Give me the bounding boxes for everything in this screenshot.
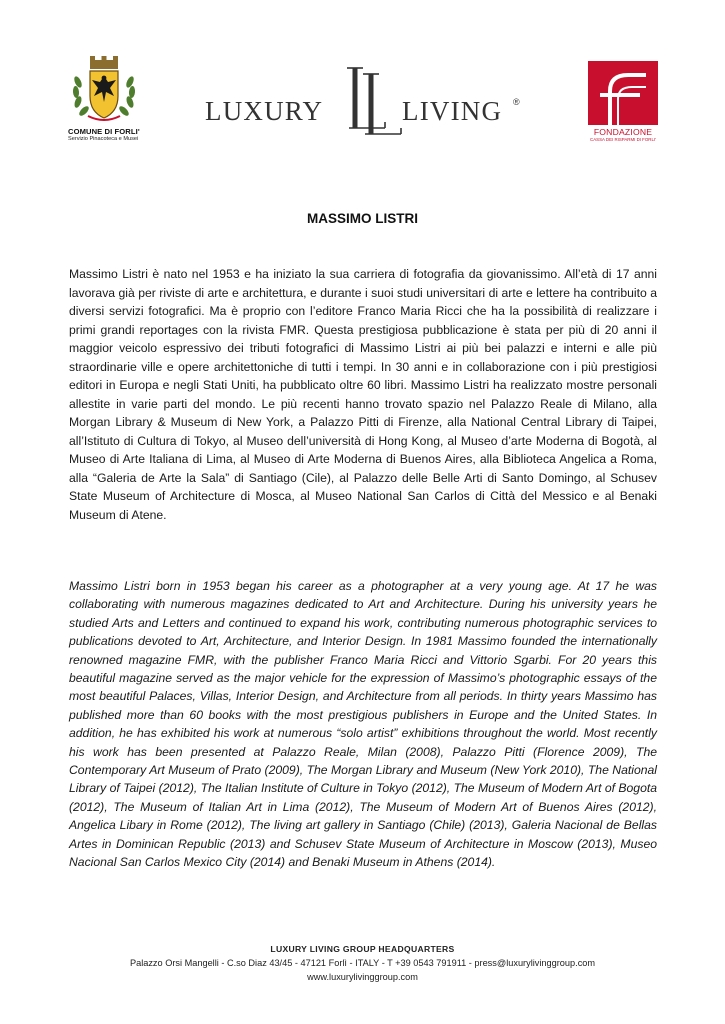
biography-english: Massimo Listri born in 1953 began his career as a photographer at a very young age. At 17 he was collaborating with numerous magazines dedicated to Art and Architecture. During his university years he studied Arts and Letters and continued to expand his work, contributing numerous photographic services to publications devoted to Art, Architecture, and Interior Design. In 1981 Massimo founded the internationally renowned magazine FMR, with the publisher Franco Maria Ricci and Vittorio Sgarbi. For 20 years this beautiful magazine served as the major vehicle for the expression of Massimo’s photographic essays of the most beautiful Palaces, Villas, Interior Design, and Architecture from all periods. In thirty years Massimo has published more than 60 books with the most prestigious publishers in Europe and the United States. In addition, he has exhibited his work at numerous “solo artist” exhibitions throughout the world. Most recently his work has been presented at Palazzo Reale, Milan (2008), Palazzo Pitti (Florence 2009), The Contemporary Art Museum of Prato (2009), The Morgan Library and Museum (New York 2010), The National Library of Taipei (2012), The Italian Institute of Culture in Tokyo (2012), The Museum of Modern Art of Bogota (2012), The Museum of Italian Art in Lima (2012), The Museum of Modern Art of Buenos Aires (2012), Angelica Libary in Rome (2012), The living art gallery in Santiago (Chile) (2013), Galeria Nacional de Bellas Artes in Dominican Republic (2013) and Schusev State Museum of Architecture in Moscow (2013), Museo Nacional San Carlos Mexico City (2014) and Benaki Museum in Athens (2014). (69, 579, 658, 870)
fondazione-f-icon (588, 61, 658, 125)
coat-of-arms-icon (68, 54, 140, 126)
brand-right-word: LIVING (402, 96, 503, 126)
footer-website-link[interactable]: www.luxurylivinggroup.com (307, 972, 418, 982)
footer (0, 943, 725, 984)
comune-subtitle: Servizio Pinacoteca e Musei (68, 136, 139, 142)
page-title: MASSIMO LISTRI (307, 211, 418, 226)
brand-left-word: LUXURY (205, 96, 324, 126)
footer-title: LUXURY LIVING GROUP HEADQUARTERS (270, 944, 455, 954)
biography-italian: Massimo Listri è nato nel 1953 e ha iniziato la sua carriera di fotografia da giovanissimo. All’età di 17 anni lavorava già per riviste di arte e architettura, e durante i suoi studi universitari di arte e lettere ha contribuito a diversi servizi fotografici. Ma è proprio con l’editore Franco Maria Ricci che ha la possibilità di realizzare i primi grandi reportages con la rivista FMR. Questa prestigiosa pubblicazione è stata per più di 20 anni il maggior veicolo espressivo dei tributi fotografici di Massimo Listri ai più bei palazzi e interni e alle più straordinarie ville e opere architettoniche di tutti i tempi. In 30 anni e in collaborazione con i più prestigiosi editori in Europa e negli Stati Uniti, ha pubblicato oltre 60 libri. Massimo Listri ha realizzato mostre personali allestite in varie parti del mondo. Le più recenti hanno trovato spazio nel Palazzo Reale di Milano, alla Morgan Library & Museum di New York, a Palazzo Pitti di Firenze, alla National Central Library di Taipei, all’Istituto di Cultura di Tokyo, al Museo dell’università di Hong Kong, al Museo d’arte Moderna di Bogotà, al Museo di Arte Italiana di Lima, al Museo di Arte Moderna di Buenos Aires, alla Biblioteca Angelica a Roma, alla “Galeria de Arte la Sala” di Santiago (Cile), al Palazzo delle Belle Arti di Santo Domingo, al Schusev State Museum of Architecture di Mosca, al Museo National San Carlos di Città del Messico e al Benaki Museum di Atene. (69, 267, 657, 522)
comune-di-forli-logo (62, 54, 152, 146)
ll-monogram-icon (335, 64, 405, 138)
footer-address: Palazzo Orsi Mangelli - C.so Diaz 43/45 - 47121 Forlì - ITALY - T +39 0543 791911 - press@luxurylivinggroup.com (129, 958, 596, 968)
registered-mark: ® (513, 97, 520, 107)
fondazione-name: FONDAZIONE (593, 127, 653, 137)
fondazione-subtitle: CASSA DEI RISPARMI DI FORLI' (590, 137, 656, 142)
luxury-living-logo (205, 64, 525, 138)
comune-name: COMUNE DI FORLI' (68, 127, 140, 136)
fondazione-logo (588, 61, 658, 145)
